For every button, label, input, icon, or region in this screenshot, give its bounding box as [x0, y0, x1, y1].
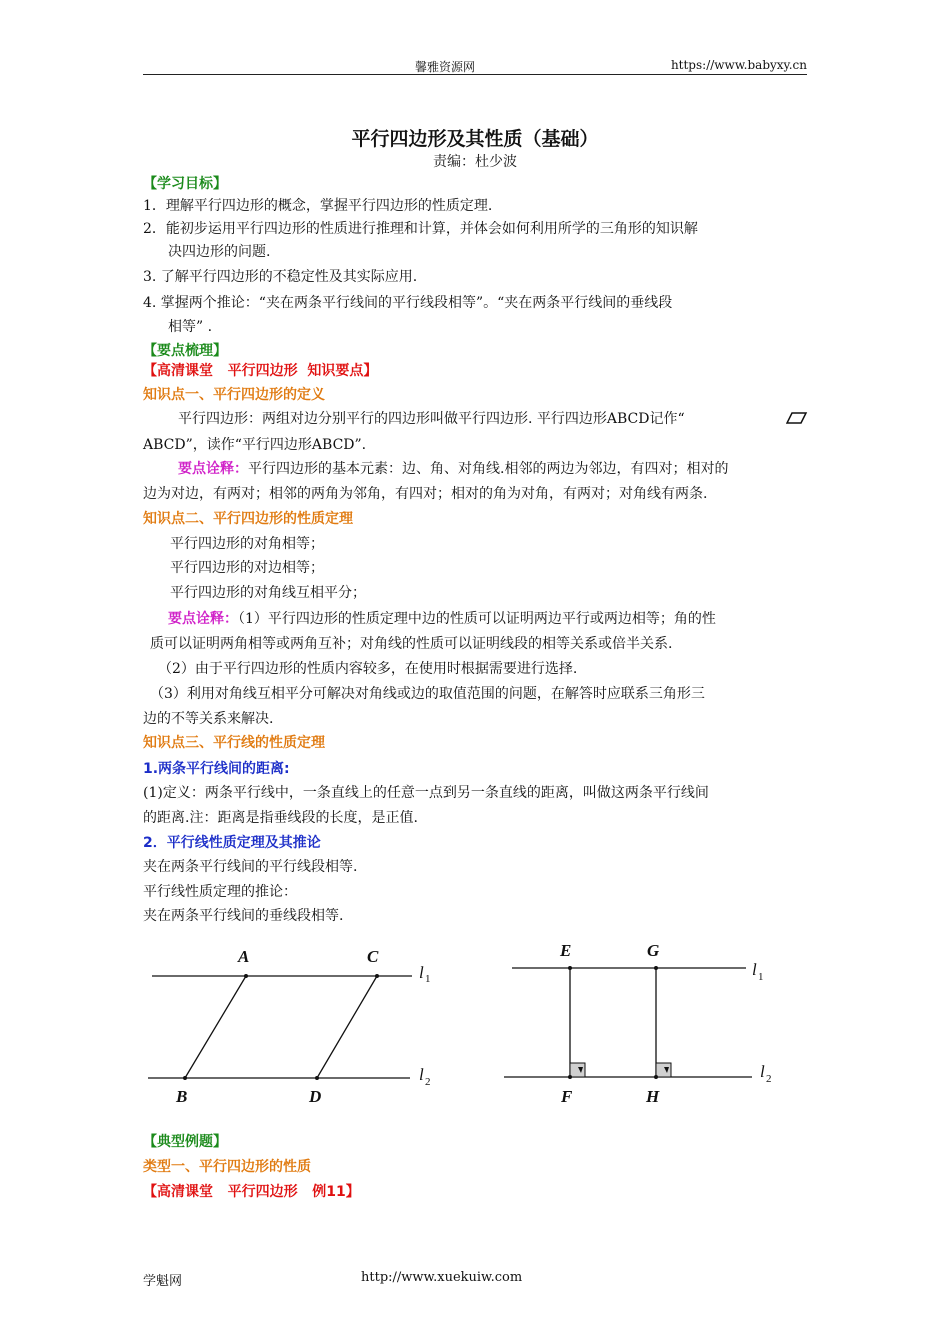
point-label-A: A: [238, 947, 250, 966]
header-url[interactable]: https://www.babyxy.cn: [670, 58, 807, 72]
example-type-1: 类型一、平行四边形的性质: [143, 1159, 311, 1175]
header-site-name: 馨雅资源网: [415, 60, 476, 74]
k3-section2-b: 平行线性质定理的推论：: [143, 884, 297, 900]
line-label-l1: l: [419, 963, 424, 982]
svg-text:2: 2: [425, 1076, 431, 1088]
goal-item: 3. 了解平行四边形的不稳定性及其实际应用.: [143, 269, 418, 285]
point-label-C: C: [367, 947, 379, 966]
k1-note-b: 边为对边，有两对；相邻的两角为邻角，有四对；相对的角为对角，有两对；对角线有两条.: [143, 486, 708, 502]
k3-section1-b: 的距离.注：距离是指垂线段的长度，是正值.: [143, 810, 418, 826]
point-label-G: G: [647, 941, 660, 960]
page-footer: [143, 1270, 807, 1289]
k1-definition-b: ABCD”，读作“平行四边形ABCD”.: [143, 437, 367, 453]
video-link[interactable]: 【高清课堂 平行四边形 知识要点】: [143, 363, 378, 379]
line-label-l2: l: [419, 1065, 424, 1084]
goal-item: 相等” .: [168, 319, 213, 335]
k3-section1-a: (1)定义：两条平行线中，一条直线上的任意一点到另一条直线的距离，叫做这两条平行线间: [143, 785, 709, 801]
goal-item: 4. 掌握两个推论：“夹在两条平行线间的平行线段相等”。“夹在两条平行线间的垂线段: [143, 295, 673, 311]
point-label-E: E: [560, 941, 572, 960]
k2-note-2: （2）由于平行四边形的性质内容较多，在使用时根据需要进行选择.: [158, 661, 578, 677]
point-label-H: H: [646, 1087, 660, 1106]
goal-item: 2．能初步运用平行四边形的性质进行推理和计算，并体会如何利用所学的三角形的知识解: [143, 221, 698, 237]
editor-line: 责编：杜少波: [433, 154, 517, 170]
k3-section2-c: 夹在两条平行线间的垂线段相等.: [143, 908, 344, 924]
example-video-link[interactable]: 【高清课堂 平行四边形 例11】: [143, 1184, 360, 1200]
svg-text:1: 1: [425, 973, 431, 985]
k3-title: 知识点三、平行线的性质定理: [143, 735, 325, 751]
k2-title: 知识点二、平行四边形的性质定理: [143, 511, 353, 527]
figure-perpendicular-segments: [498, 935, 788, 1115]
page-title: 平行四边形及其性质（基础）: [351, 128, 599, 150]
k2-property: 平行四边形的对边相等；: [170, 560, 324, 576]
k2-property: 平行四边形的对角相等；: [170, 536, 324, 552]
point-label-D: D: [309, 1087, 322, 1106]
footer-site-name: 学魁网: [143, 1274, 183, 1289]
point-label-B: B: [176, 1087, 188, 1106]
right-angle-mark: [656, 1063, 671, 1077]
k2-property: 平行四边形的对角线互相平分；: [170, 585, 366, 601]
goal-item: 决四边形的问题.: [168, 244, 271, 260]
point-label-F: F: [561, 1087, 573, 1106]
k2-note-1a: 要点诠释：（1）平行四边形的性质定理中边的性质可以证明两边平行或两边相等；角的性: [168, 611, 716, 627]
k1-definition-a: 平行四边形：两组对边分别平行的四边形叫做平行四边形. 平行四边形ABCD记作“: [178, 411, 685, 427]
k2-note-3b: 边的不等关系来解决.: [143, 711, 274, 727]
k2-note-1b: 质可以证明两角相等或两角互补；对角线的性质可以证明线段的相等关系或倍半关系.: [150, 636, 673, 652]
goal-item: 1．理解平行四边形的概念，掌握平行四边形的性质定理.: [143, 198, 493, 214]
note-label: 要点诠释：: [168, 611, 238, 627]
k1-note-a: 要点诠释：平行四边形的基本元素：边、角、对角线.相邻的两边为邻边，有四对；相对的: [178, 461, 729, 477]
segment-CD: [317, 976, 377, 1078]
svg-text:1: 1: [758, 971, 764, 983]
figure-parallel-segments: [140, 940, 450, 1115]
note-label: 要点诠释：: [178, 461, 248, 477]
footer-url[interactable]: http://www.xuekuiw.com: [361, 1270, 523, 1285]
k1-title: 知识点一、平行四边形的定义: [143, 387, 325, 403]
k3-section1-title: 1.两条平行线间的距离:: [143, 761, 290, 777]
k3-section2-a: 夹在两条平行线间的平行线段相等.: [143, 859, 358, 875]
goals-heading: 【学习目标】: [143, 176, 227, 192]
page-header: [143, 58, 807, 75]
k2-note-3a: （3）利用对角线互相平分可解决对角线或边的取值范围的问题，在解答时应联系三角形三: [150, 686, 705, 702]
segment-AB: [185, 976, 246, 1078]
k3-section2-title: 2．平行线性质定理及其推论: [143, 835, 321, 851]
line-label-l1: l: [752, 960, 757, 979]
svg-text:2: 2: [766, 1073, 772, 1085]
key-points-heading: 【要点梳理】: [143, 343, 227, 359]
line-label-l2: l: [760, 1062, 765, 1081]
parallelogram-symbol-icon: [786, 411, 808, 425]
examples-heading: 【典型例题】: [143, 1134, 227, 1150]
right-angle-mark: [570, 1063, 585, 1077]
